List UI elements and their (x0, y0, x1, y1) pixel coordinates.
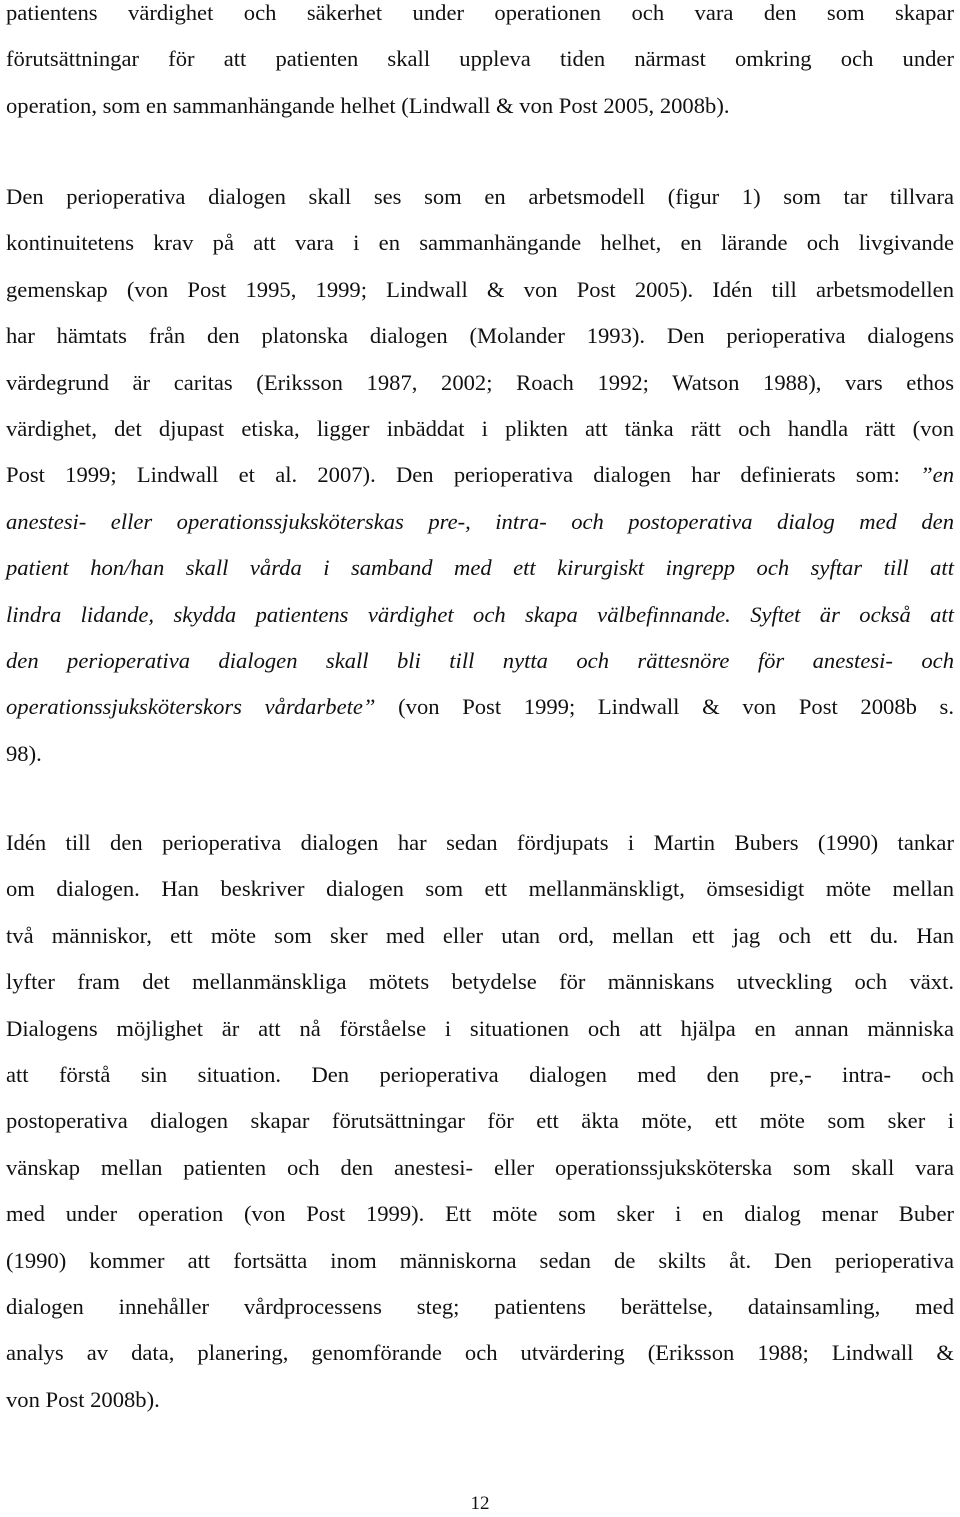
page-number: 12 (470, 1493, 490, 1514)
text-line (6, 684, 954, 730)
text-line (6, 452, 954, 498)
text-line: förutsättningar för att patienten skall uppleva tiden närmast omkring och under (6, 46, 954, 72)
text-line: Dialogens möjlighet är att nå förståelse i situationen och att hjälpa en annan människa (6, 1015, 954, 1041)
text-line: postoperativa dialogen skapar förutsättningar för ett äkta möte, ett möte som sker i (6, 1108, 954, 1134)
text-line: Idén till den perioperativa dialogen har sedan fördjupats i Martin Bubers (1990) tankar (6, 830, 954, 855)
italic-quote-run: operationssjuksköterskors vårdarbete” (6, 694, 376, 720)
text-run: Post 1999; Lindwall et al. 2007). Den perioperativa dialogen har definierats som: (6, 462, 921, 488)
text-line (6, 592, 954, 638)
text-line: (1990) kommer att fortsätta inom människorna sedan de skilts åt. Den perioperativa (6, 1247, 954, 1273)
text-line: värdighet, det djupast etiska, ligger inbäddat i plikten att tänka rätt och handla rätt (von (6, 415, 954, 441)
italic-quote-run: den perioperativa dialogen skall bli till nytta och rättesnöre för anestesi- och (6, 647, 954, 673)
text-line: Den perioperativa dialogen skall ses som en arbetsmodell (figur 1) som tar tillvara (6, 184, 954, 209)
text-line: 98). (6, 740, 42, 766)
paragraph-2 (6, 174, 954, 777)
text-line (6, 499, 954, 545)
italic-quote-run: ”en (920, 462, 954, 488)
text-line: lyfter fram det mellanmänskliga mötets betydelse för människans utveckling och växt. (6, 969, 954, 995)
text-line: vänskap mellan patienten och den anestesi- eller operationssjuksköterska som skall vara (6, 1154, 954, 1180)
italic-quote-run: patient hon/han skall vårda i samband med ett kirurgiskt ingrepp och syftar till att (6, 555, 954, 581)
italic-quote-run: anestesi- eller operationssjuksköterskas pre-, intra- och postoperativa dialog med den (6, 508, 954, 534)
text-line: om dialogen. Han beskriver dialogen som ett mellanmänskligt, ömsesidigt möte mellan (6, 876, 954, 902)
text-line (6, 638, 954, 684)
paragraph-1 (6, 0, 954, 129)
text-line: von Post 2008b). (6, 1386, 160, 1412)
paragraph-3 (6, 820, 954, 1423)
text-line: operation, som en sammanhängande helhet (Lindwall & von Post 2005, 2008b). (6, 92, 730, 118)
text-line: patientens värdighet och säkerhet under operationen och vara den som skapar (6, 0, 954, 25)
italic-quote-run: lindra lidande, skydda patientens värdighet och skapa välbefinnande. Syftet är också att (6, 601, 954, 627)
text-line (6, 545, 954, 591)
text-line: två människor, ett möte som sker med eller utan ord, mellan ett jag och ett du. Han (6, 922, 954, 948)
text-run: (von Post 1999; Lindwall & von Post 2008b s. (375, 694, 954, 720)
text-line: kontinuitetens krav på att vara i en sammanhängande helhet, en lärande och livgivande (6, 230, 954, 256)
text-line: analys av data, planering, genomförande och utvärdering (Eriksson 1988; Lindwall & (6, 1340, 954, 1366)
text-line: att förstå sin situation. Den perioperativa dialogen med den pre,- intra- och (6, 1061, 954, 1087)
text-line: dialogen innehåller vårdprocessens steg; patientens berättelse, datainsamling, med (6, 1293, 954, 1319)
text-line: värdegrund är caritas (Eriksson 1987, 2002; Roach 1992; Watson 1988), vars ethos (6, 369, 954, 395)
text-line: med under operation (von Post 1999). Ett möte som sker i en dialog menar Buber (6, 1201, 954, 1227)
text-line: har hämtats från den platonska dialogen (Molander 1993). Den perioperativa dialogens (6, 323, 954, 349)
text-line: gemenskap (von Post 1995, 1999; Lindwall & von Post 2005). Idén till arbetsmodellen (6, 276, 954, 302)
